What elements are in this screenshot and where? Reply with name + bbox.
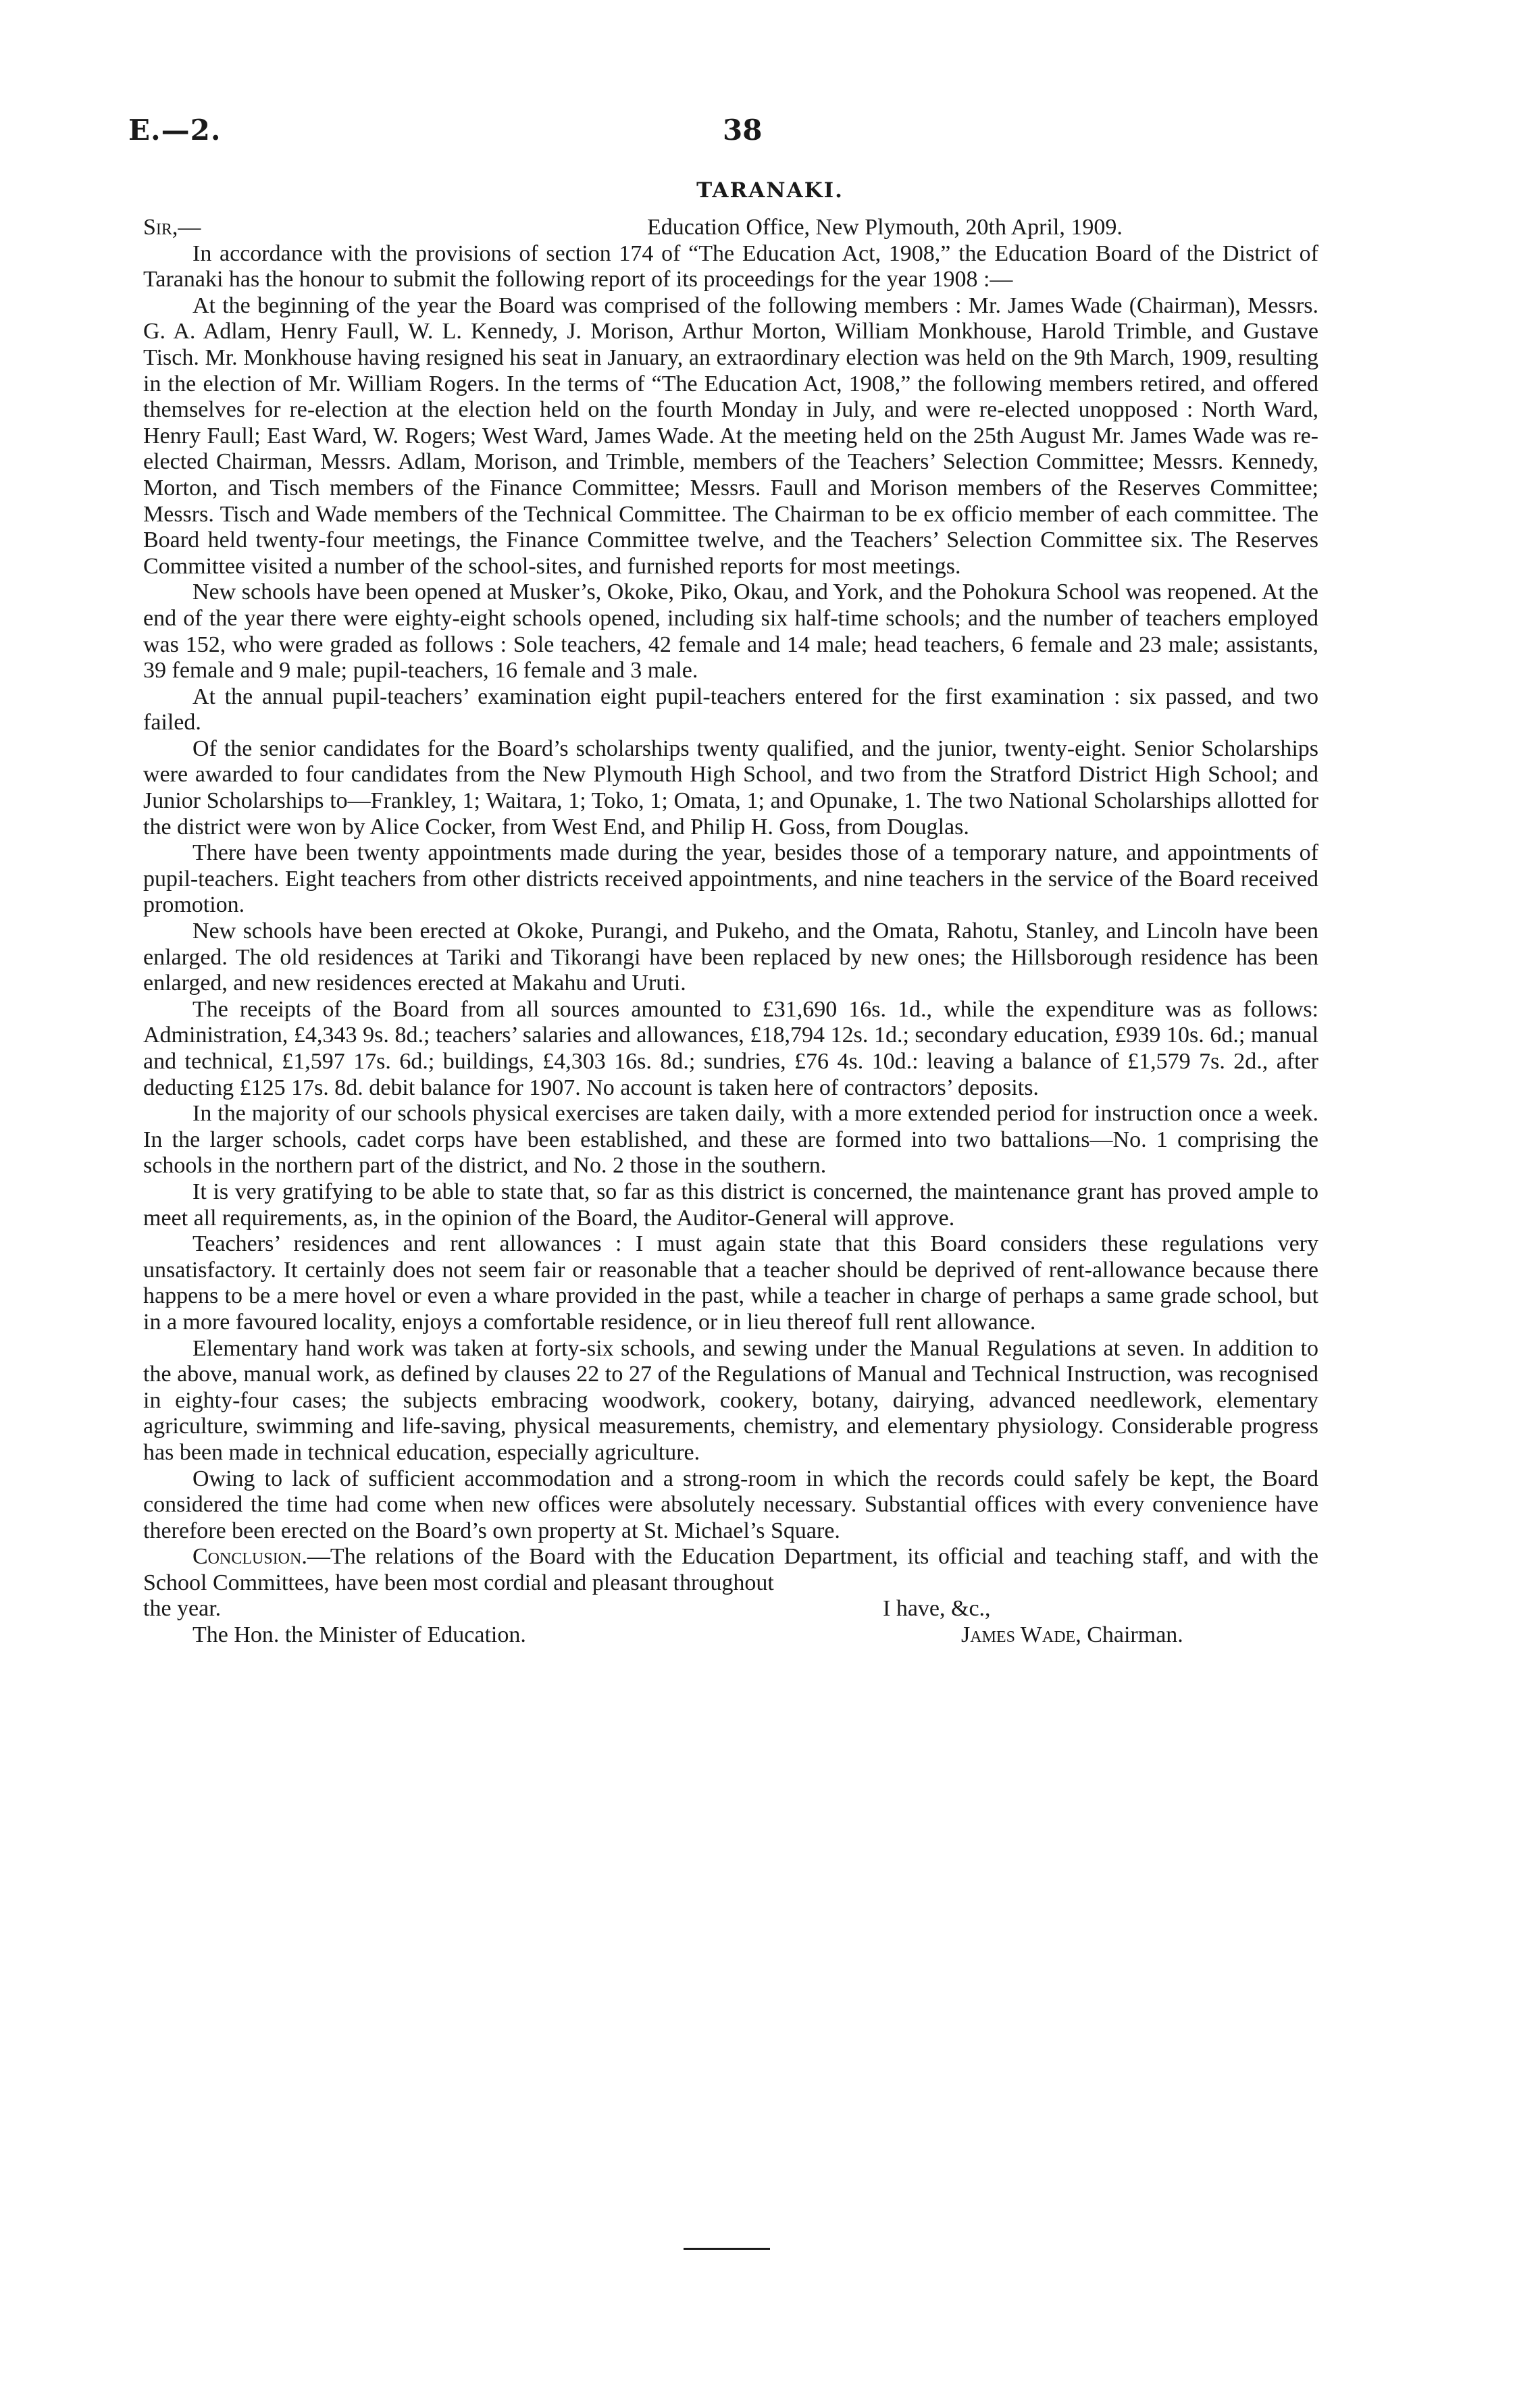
paragraph-buildings: New schools have been erected at Okoke, Purangi, and Pukeho, and the Omata, Rahotu, Stanley, and Lincoln have been enlarged. The old residences at Tariki and Tikorangi have been replaced by new ones; the Hillsborough residence has been enlarged, and new residences erected at Makahu and Uruti. <box>143 919 1318 996</box>
page-header <box>128 113 1324 154</box>
paragraph-maintenance-grant: It is very gratifying to be able to state that, so far as this district is concerned, the maintenance grant has proved ample to meet all requirements, as, in the opinion of the Board, the Auditor-General will approve. <box>143 1179 1318 1231</box>
paragraph-offices: Owing to lack of sufficient accommodation and a strong-room in which the records could safely be kept, the Board considered the time had come when new offices were absolutely necessary. Substantial offices with every convenience have therefore been erected on the Board’s own property at St. Michael’s Square. <box>143 1466 1318 1543</box>
conclusion-label: Conclusion. <box>192 1544 307 1570</box>
paragraph-appointments: There have been twenty appointments made during the year, besides those of a temporary nature, and appointments of pupil-teachers. Eight teachers from other districts received appointments, and nine teachers in the service of the Board received promotion. <box>143 840 1318 918</box>
paragraph-conclusion <box>143 1544 1318 1596</box>
paragraph-hand-work: Elementary hand work was taken at forty-six schools, and sewing under the Manual Regulations at seven. In addition to the above, manual work, as defined by clauses 22 to 27 of the Regulations of Manual and Technical Instruction, was recognised in eighty-four cases; the subjects embracing woodwork, cookery, botany, dairying, advanced needlework, elementary agriculture, swimming and life-saving, physical measurements, chemistry, and elementary physiology. Considerable progress has been made in technical education, especially agriculture. <box>143 1335 1318 1465</box>
paragraph-board-members: At the beginning of the year the Board was comprised of the following members : Mr. James Wade (Chairman), Messrs. G. A. Adlam, Henry Faull, W. L. Kennedy, J. Morison, Arthur Morton, William Monkhouse, Harold Trimble, and Gustave Tisch. Mr. Monkhouse having resigned his seat in January, an extraordinary election was held on the 9th March, 1909, resulting in the election of Mr. William Rogers. In the terms of “The Education Act, 1908,” the following members retired, and offered themselves for re-election at the election held on the fourth Monday in July, and were re-elected unopposed : North Ward, Henry Faull; East Ward, W. Rogers; West Ward, James Wade. At the meeting held on the 25th August Mr. James Wade was re-elected Chairman, Messrs. Adlam, Morison, and Trimble, members of the Teachers’ Selection Committee; Messrs. Kennedy, Morton, and Tisch members of the Finance Committee; Messrs. Faull and Morison members of the Reserves Committee; Messrs. Tisch and Wade members of the Technical Committee. The Chairman to be ex officio member of each committee. The Board held twenty-four meetings, the Finance Committee twelve, and the Teachers’ Selection Committee six. The Reserves Committee visited a number of the school-sites, and furnished reports for most meetings. <box>143 292 1318 579</box>
paragraph-new-schools: New schools have been opened at Musker’s, Okoke, Piko, Okau, and York, and the Pohokura School was reopened. At the end of the year there were eighty-eight schools opened, including six half-time schools; and the number of teachers employed was 152, who were graded as follows : Sole teachers, 42 female and 14 male; head teachers, 6 female and 23 male; assistants, 39 female and 9 male; pupil-teachers, 16 female and 3 male. <box>143 580 1318 684</box>
salutation-row <box>143 215 1318 241</box>
closing-row <box>143 1596 1318 1622</box>
signature-name: James Wade <box>961 1622 1076 1648</box>
signature-row <box>143 1622 1318 1649</box>
document-id: E.—2. <box>128 113 222 147</box>
paragraph-pupil-teacher-exam: At the annual pupil-teachers’ examination eight pupil-teachers entered for the first examination : six passed, and two failed. <box>143 684 1318 736</box>
section-title: TARANAKI. <box>696 178 844 203</box>
closing-right: I have, &c., <box>883 1596 991 1622</box>
signature <box>961 1622 1183 1649</box>
closing-left: the year. <box>143 1596 222 1622</box>
paragraph-scholarships: Of the senior candidates for the Board’s scholarships twenty qualified, and the junior, twenty-eight. Senior Scholarships were awarded to four candidates from the New Plymouth High School, and two from the Stratford District High School; and Junior Scholarships to—Frankley, 1; Waitara, 1; Toko, 1; Omata, 1; and Opunake, 1. The two National Scholarships allotted for the district were won by Alice Cocker, from West End, and Philip H. Goss, from Douglas. <box>143 736 1318 840</box>
paragraph-intro: In accordance with the provisions of section 174 of “The Education Act, 1908,” the Education Board of the District of Taranaki has the honour to submit the following report of its proceedings for the year 1908 :— <box>143 240 1318 292</box>
conclusion-text: —The relations of the Board with the Education Department, its official and teaching staff, and with the School Committees, have been most cordial and pleasant throughout <box>143 1544 1318 1595</box>
salutation: Sir,— <box>143 215 201 240</box>
footer-rule <box>684 2248 770 2250</box>
page-number: 38 <box>723 113 763 147</box>
paragraph-residences: Teachers’ residences and rent allowances : I must again state that this Board considers these regulations very unsatisfactory. It certainly does not seem fair or reasonable that a teacher should be deprived of rent-allowance because there happens to be a mere hovel or even a whare provided in the past, while a teacher in charge of perhaps a same grade school, but in a more favoured locality, enjoys a comfortable residence, or in lieu thereof full rent allowance. <box>143 1231 1318 1335</box>
paragraph-physical-exercises: In the majority of our schools physical exercises are taken daily, with a more extended period for instruction once a week. In the larger schools, cadet corps have been established, and these are formed into two battalions—No. 1 comprising the schools in the northern part of the district, and No. 2 those in the southern. <box>143 1101 1318 1179</box>
signature-title: , Chairman. <box>1075 1622 1183 1648</box>
recipient: The Hon. the Minister of Education. <box>192 1622 526 1648</box>
report-body <box>143 215 1318 1649</box>
paragraph-finances: The receipts of the Board from all sources amounted to £31,690 16s. 1d., while the expenditure was as follows: Administration, £4,343 9s. 8d.; teachers’ salaries and allowances, £18,794 12s. 1d.; secondary education, £939 10s. 6d.; manual and technical, £1,597 17s. 6d.; buildings, £4,303 16s. 8d.; sundries, £76 4s. 10d.: leaving a balance of £1,579 7s. 2d., after deducting £125 17s. 8d. debit balance for 1907. No account is taken here of contractors’ deposits. <box>143 996 1318 1100</box>
dateline: Education Office, New Plymouth, 20th April, 1909. <box>647 215 1123 240</box>
